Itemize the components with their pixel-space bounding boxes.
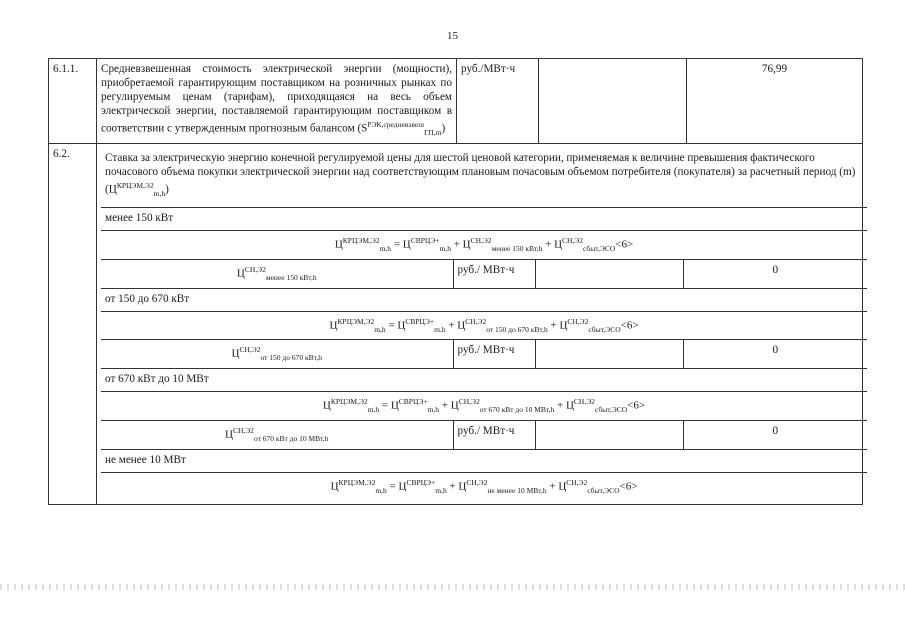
section-formula: $Ц^{КРЦЭМ,Э2}_{m,h} = Ц^{СВРЦЭ+}_{m,h} + Ц^{СН,Э2}_{не менее 10 МВт,h} + Ц^{СН,Э2}_{сбыт,ЭСО}<6>$ bbox=[101, 473, 867, 501]
section-formula: $Ц^{КРЦЭМ,Э2}_{m,h} = Ц^{СВРЦЭ+}_{m,h} + Ц^{СН,Э2}_{от 150 до 670 кВт,h} + Ц^{СН,Э2}_{сбыт,ЭСО}<6>$ bbox=[101, 311, 867, 340]
description-close: ) bbox=[441, 122, 446, 135]
section-unit: руб./ МВт·ч bbox=[453, 421, 535, 450]
row-unit: руб./МВт·ч bbox=[457, 59, 539, 144]
row-6-2-header bbox=[101, 147, 867, 207]
section-empty-cell bbox=[535, 421, 683, 450]
section-formula: $Ц^{КРЦЭМ,Э2}_{m,h} = Ц^{СВРЦЭ+}_{m,h} + Ц^{СН,Э2}_{от 670 кВт до 10 МВт,h} + Ц^{СН,Э2}_{сбыт,ЭСО}<6>$ bbox=[101, 392, 867, 421]
section-value: 0 bbox=[683, 259, 867, 288]
section-empty-cell bbox=[535, 259, 683, 288]
section-item: $Ц^{СН,Э2}_{от 670 кВт до 10 МВт,h}$ bbox=[101, 421, 453, 450]
section-value: 0 bbox=[683, 421, 867, 450]
tariff-table bbox=[48, 58, 863, 505]
section-label: не менее 10 МВт bbox=[101, 450, 867, 473]
section-item: $Ц^{СН,Э2}_{от 150 до 670 кВт,h}$ bbox=[101, 340, 453, 369]
row-6-2 bbox=[49, 143, 863, 504]
row-6-1-1 bbox=[49, 59, 863, 144]
row-6-2-body bbox=[97, 143, 863, 504]
section-formula: $Ц^{КРЦЭМ,Э2}_{m,h} = Ц^{СВРЦЭ+}_{m,h} + Ц^{СН,Э2}_{менее 150 кВт,h} + Ц^{СН,Э2}_{сбыт,ЭСО}<6>$ bbox=[101, 230, 867, 259]
section-label: от 150 до 670 кВт bbox=[101, 288, 867, 311]
row-6-2-subtable bbox=[101, 147, 867, 501]
description-text: Средневзвешенная стоимость электрической энергии (мощности), приобретаемой гарантирующим поставщиком на розничных рынках по регулируемым ценам (тарифам), приходящаяся на весь объем электрической энергии, поставляемой гарантирующим поставщиком в соответствии с утвержденным прогнозным балансом (S bbox=[101, 63, 452, 135]
page-number: 15 bbox=[447, 30, 458, 42]
section-label: менее 150 кВт bbox=[101, 207, 867, 230]
header-sub: m,h bbox=[153, 188, 166, 198]
section-item: $Ц^{СН,Э2}_{менее 150 кВт,h}$ bbox=[101, 259, 453, 288]
section-label: от 670 кВт до 10 МВт bbox=[101, 369, 867, 392]
description-sup: РЭК,средневзвеш bbox=[367, 120, 424, 129]
section-value: 0 bbox=[683, 340, 867, 369]
header-text: Ставка за электрическую энергию конечной регулируемой цены для шестой ценовой категории, применяемая к величине превышения фактического почасового объема покупки электрической энергии над соответствующим плановым почасовым объемом потребителя (покупателя) за расчетный период (m) (Ц bbox=[105, 151, 856, 196]
row-description bbox=[97, 59, 457, 144]
row-empty-cell bbox=[539, 59, 687, 144]
section-empty-cell bbox=[535, 340, 683, 369]
section-unit: руб./ МВт·ч bbox=[453, 259, 535, 288]
row-number: 6.2. bbox=[49, 143, 97, 504]
section-unit: руб./ МВт·ч bbox=[453, 340, 535, 369]
row-value: 76,99 bbox=[687, 59, 863, 144]
scan-artifact bbox=[0, 584, 905, 590]
header-sup: КРЦЭМ,Э2 bbox=[116, 180, 154, 190]
header-close: ) bbox=[165, 183, 169, 196]
row-number: 6.1.1. bbox=[49, 59, 97, 144]
description-sub: ГП,m bbox=[423, 127, 442, 137]
